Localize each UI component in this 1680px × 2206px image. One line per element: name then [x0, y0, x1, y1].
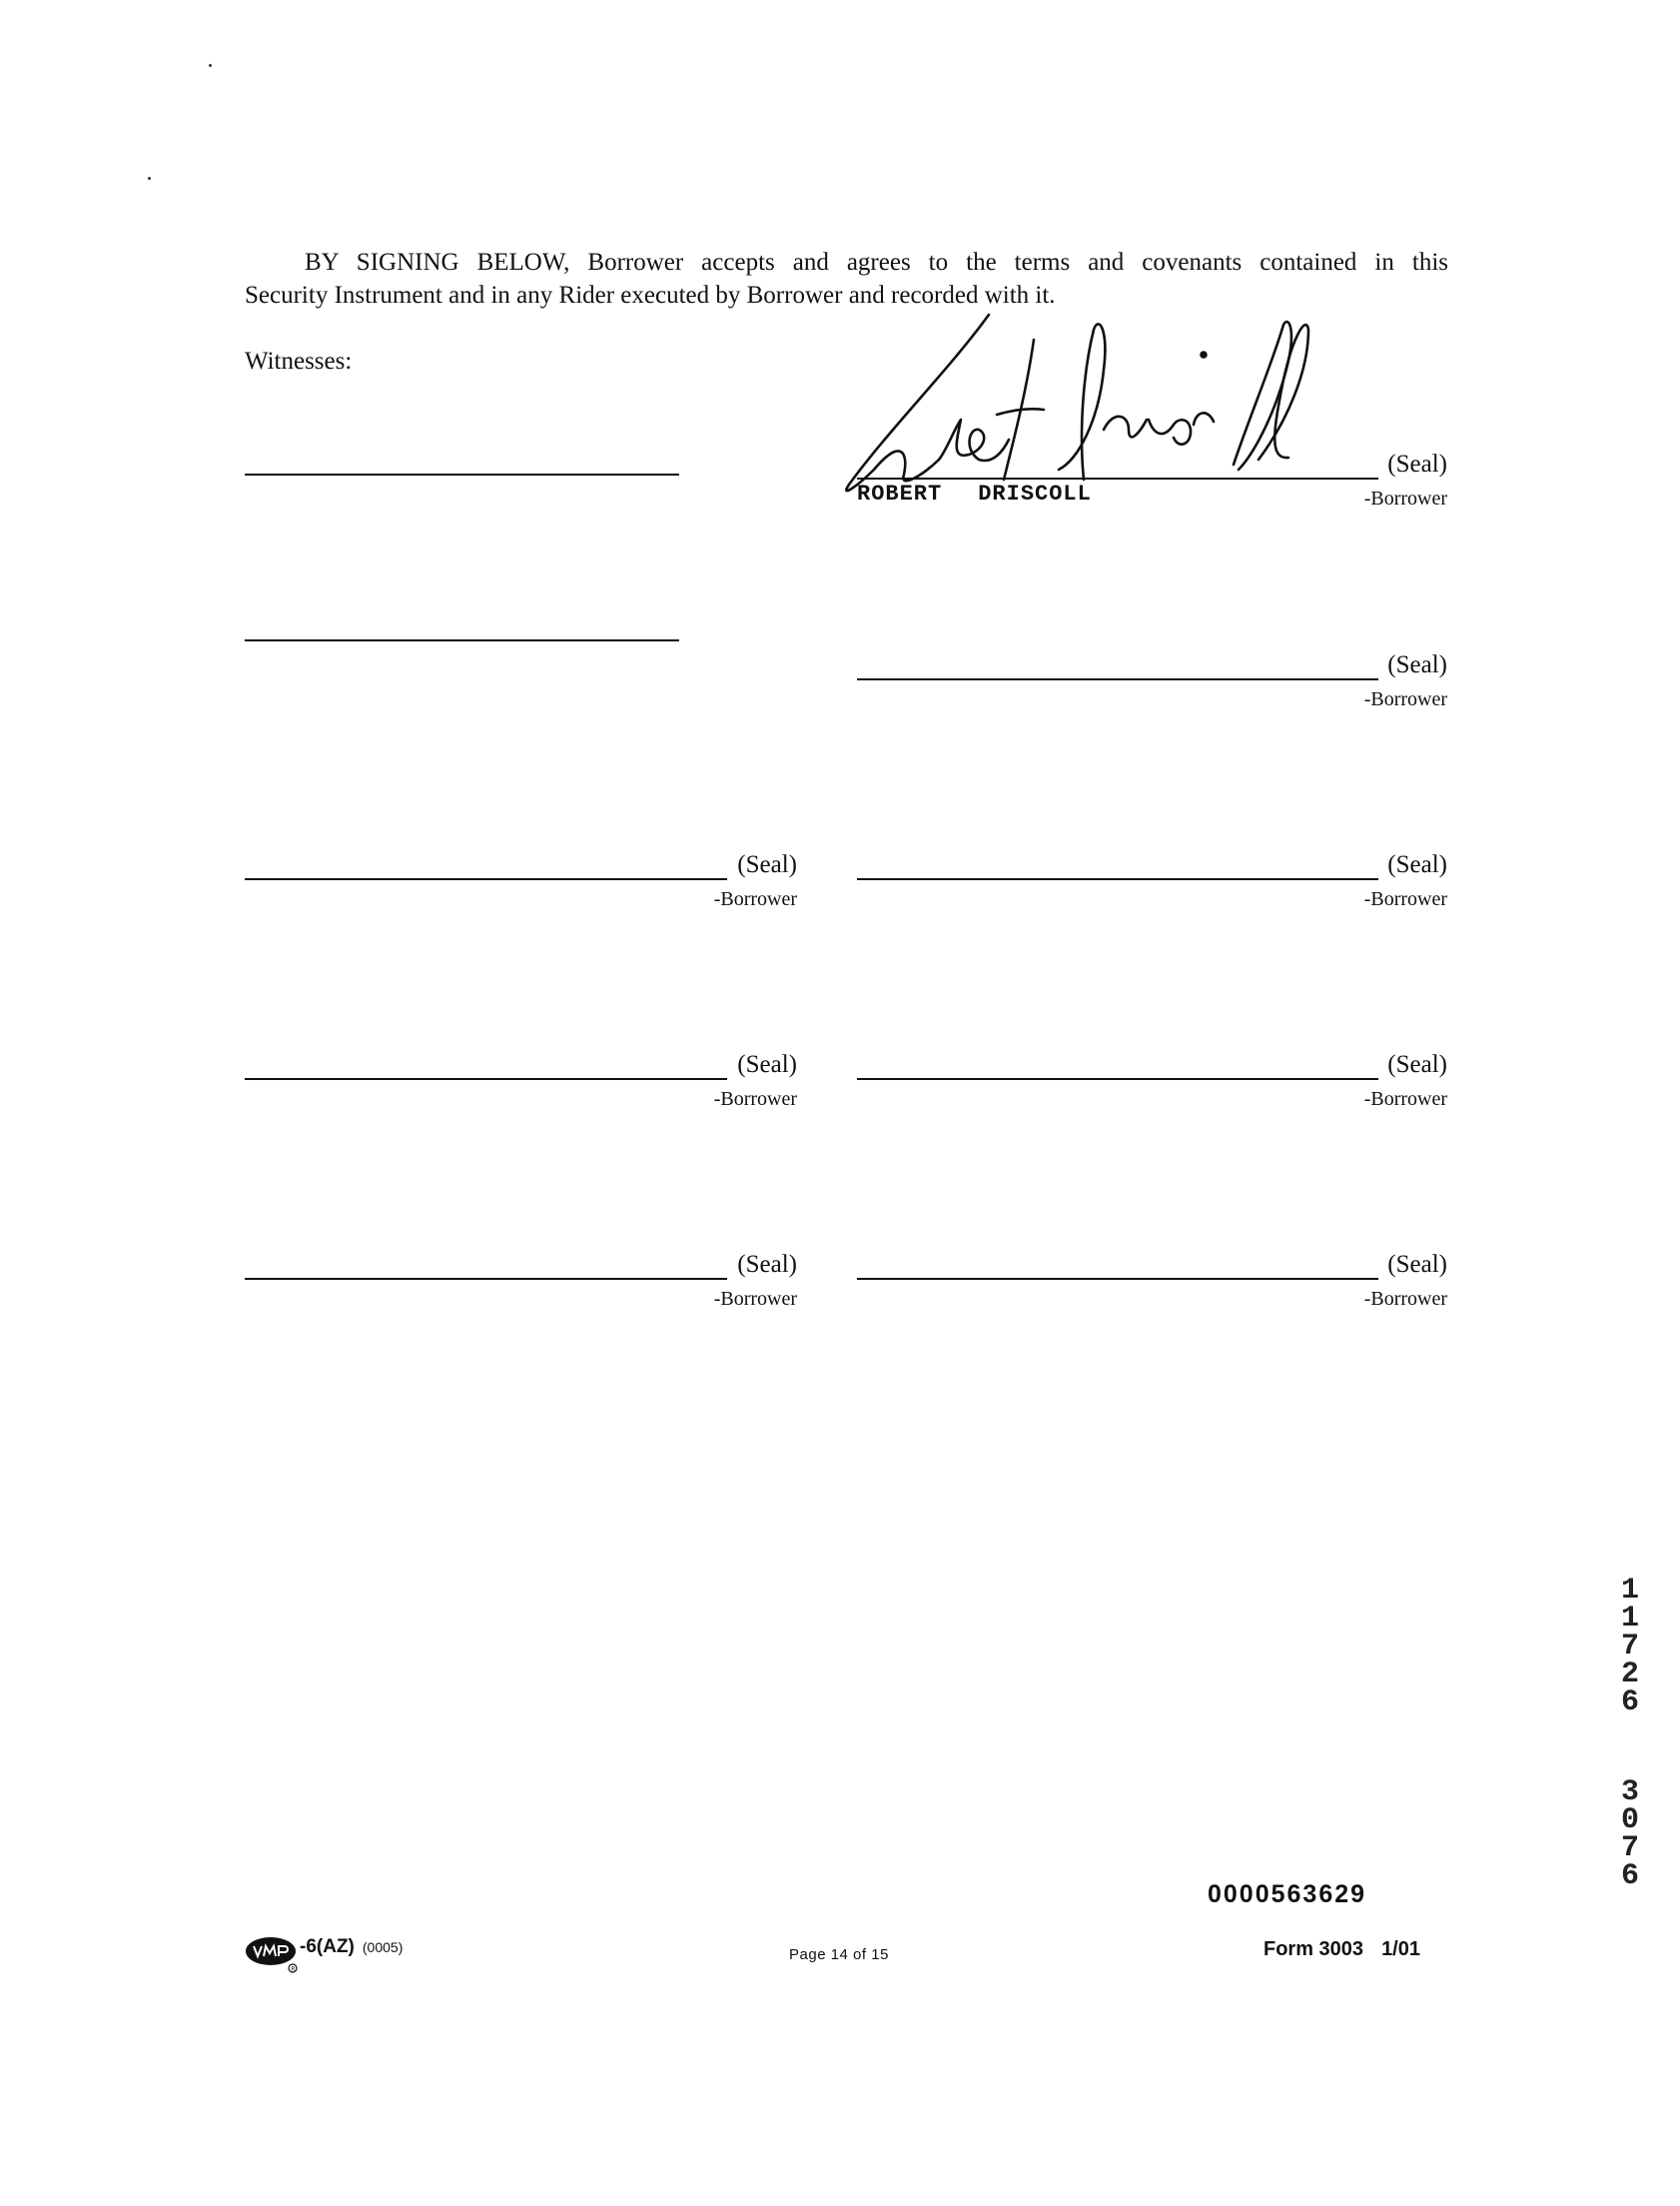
borrower-signature-line-8[interactable] — [857, 1278, 1378, 1280]
witness-signature-line-1[interactable] — [245, 474, 679, 476]
borrower-signature-line-7[interactable] — [245, 1278, 727, 1280]
scan-speck — [209, 64, 212, 67]
borrower-signature-line-2[interactable] — [857, 678, 1378, 680]
scan-speck — [148, 177, 151, 180]
page-number: Page 14 of 15 — [789, 1946, 889, 1963]
form-date: 1/01 — [1381, 1938, 1420, 1960]
signing-statement — [245, 246, 1448, 312]
svg-text:R: R — [291, 1965, 296, 1973]
form-number: Form 3003 1/01 — [1263, 1938, 1420, 1960]
borrower-role-label: -Borrower — [1363, 488, 1447, 510]
borrower-signature-line-4[interactable] — [857, 878, 1378, 880]
form-code: -6(AZ) — [300, 1936, 355, 1957]
borrower-role-label: -Borrower — [1363, 888, 1447, 910]
seal-label: (Seal) — [737, 1251, 797, 1278]
borrower-role-label: -Borrower — [713, 888, 797, 910]
recording-stamp-upper: 11726 — [1620, 1574, 1639, 1719]
form-revision: (0005) — [362, 1939, 404, 1955]
witnesses-label: Witnesses: — [245, 348, 353, 375]
seal-label: (Seal) — [1387, 451, 1447, 478]
seal-label: (Seal) — [1387, 1251, 1447, 1278]
witness-signature-line-2[interactable] — [245, 639, 679, 641]
borrower-signature-line-6[interactable] — [857, 1078, 1378, 1080]
seal-label: (Seal) — [1387, 1051, 1447, 1078]
borrower-role-label: -Borrower — [1363, 1288, 1447, 1310]
signing-statement-line-1: BY SIGNING BELOW, Borrower accepts and agrees to the terms and covenants contained in this — [305, 249, 1448, 276]
borrower-signature-line-3[interactable] — [245, 878, 727, 880]
borrower-typed-name: ROBERT DRISCOLL — [857, 482, 1092, 507]
borrower-role-label: -Borrower — [713, 1288, 797, 1310]
signing-statement-line-2: Security Instrument and in any Rider executed by Borrower and recorded with it. — [245, 282, 1056, 309]
borrower-signature-line-5[interactable] — [245, 1078, 727, 1080]
seal-label: (Seal) — [1387, 651, 1447, 678]
handwritten-signature — [829, 310, 1428, 510]
vmp-logo-icon — [245, 1934, 301, 1974]
seal-label: (Seal) — [737, 851, 797, 878]
seal-label: (Seal) — [737, 1051, 797, 1078]
borrower-role-label: -Borrower — [713, 1088, 797, 1110]
recording-stamp-lower: 3076 — [1620, 1775, 1639, 1893]
borrower-role-label: -Borrower — [1363, 688, 1447, 710]
seal-label: (Seal) — [1387, 851, 1447, 878]
borrower-role-label: -Borrower — [1363, 1088, 1447, 1110]
loan-number: 0000563629 — [1208, 1880, 1367, 1908]
